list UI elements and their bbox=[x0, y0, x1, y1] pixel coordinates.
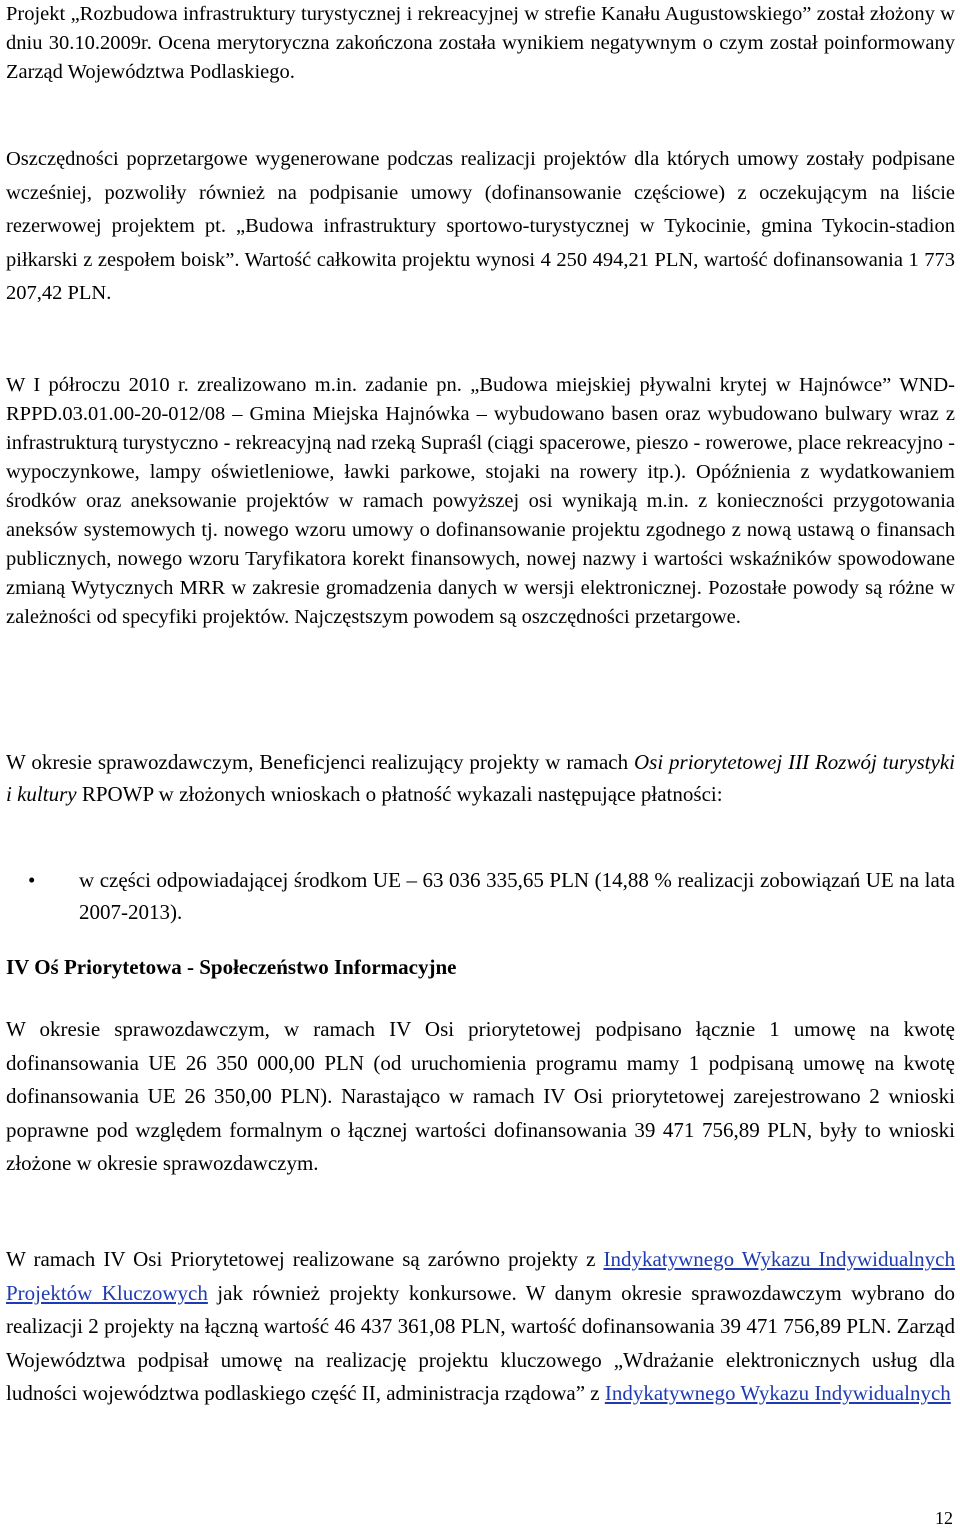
payments-paragraph bbox=[6, 746, 955, 810]
bullet-text: w części odpowiadającej środkom UE – 63 036 335,65 PLN (14,88 % realizacji zobowiązań UE na lata 2007-2013). bbox=[79, 868, 955, 924]
halfyear-paragraph: W I półroczu 2010 r. zrealizowano m.in. zadanie pn. „Budowa miejskiej pływalni krytej w Hajnówce” WND-RPPD.03.01.00-20-012/08 – Gmina Miejska Hajnówka – wybudowano basen oraz wybudowano bulwary wraz z infrastrukturą turystyczno - rekreacyjną nad rzeką Supraśl (ciągi spacerowe, pieszo - rowerowe, place rekreacyjno - wypoczynkowe, lampy oświetleniowe, ławki parkowe, stojaki na rowery itp.). Opóźnienia z wydatkowaniem środków oraz aneksowanie projektów w ramach powyższej osi wynikają m.in. z konieczności przygotowania aneksów systemowych tj. nowego wzoru umowy o dofinansowanie projektu zgodnego z nową ustawą o finansach publicznych, nowego wzoru Taryfikatora korekt finansowych, nowej nazwy i wartości wskaźników spowodowane zmianą Wytycznych MRR w zakresie gromadzenia danych w wersji elektronicznej. Pozostałe powody są różne w zależności od specyfiki projektów. Najczęstszym powodem są oszczędności przetargowe. bbox=[6, 374, 955, 628]
key-projects-list-link-2[interactable]: Indykatywnego Wykazu Indywidualnych bbox=[604, 1381, 951, 1405]
savings-paragraph: Oszczędności poprzetargowe wygenerowane podczas realizacji projektów dla których umowy zostały podpisane wcześniej, pozwoliły również na podpisanie umowy (dofinansowanie częściowe) z oczekującym na liście rezerwowej projektem pt. „Budowa infrastruktury sportowo-turystycznej w Tykocinie, gmina Tykocin-stadion piłkarski z zespołem boisk”. Wartość całkowita projektu wynosi 4 250 494,21 PLN, wartość dofinansowania 1 773 207,42 PLN. bbox=[6, 148, 955, 304]
axis-name-italic: Osi priorytetowej III Rozwój turystyki i kultury bbox=[6, 750, 955, 806]
payment-bullet-item bbox=[6, 864, 955, 928]
key-projects-list-link[interactable]: Indykatywnego Wykazu Indywidualnych Projektów Kluczowych bbox=[6, 1247, 955, 1305]
page-number: 12 bbox=[935, 1508, 953, 1528]
section-heading: IV Oś Priorytetowa - Społeczeństwo Informacyjne bbox=[6, 955, 457, 979]
axis4b-text-2: jak również projekty konkursowe. W danym okresie sprawozdawczym wybrano do realizacji 2 projekty na łączną wartość 46 437 361,08 PLN, wartość dofinansowania 39 471 756,89 PLN. Zarząd Województwa podpisał umowę na realizację projektu kluczowego „Wdrażanie elektronicznych usług dla ludności województwa podlaskiego część II, administracja rządowa” z bbox=[6, 1280, 955, 1405]
payments-text-end: RPOWP w złożonych wnioskach o płatność wykazali następujące płatności: bbox=[76, 782, 723, 806]
axis4-projects-paragraph bbox=[6, 1243, 955, 1411]
axis4b-text-1: W ramach IV Osi Priorytetowej realizowane są zarówno projekty z bbox=[6, 1247, 604, 1271]
bullet-icon: • bbox=[28, 868, 36, 892]
axis4-paragraph: W okresie sprawozdawczym, w ramach IV Osi priorytetowej podpisano łącznie 1 umowę na kwotę dofinansowania UE 26 350 000,00 PLN (od uruchomienia programu mamy 1 podpisaną umowę na kwotę dofinansowania UE 26 350,00 PLN). Narastająco w ramach IV Osi priorytetowej zarejestrowano 2 wnioski poprawne pod względem formalnym o łącznej wartości dofinansowania 39 471 756,89 PLN, były to wnioski złożone w okresie sprawozdawczym. bbox=[6, 1017, 955, 1176]
payments-text-start: W okresie sprawozdawczym, Beneficjenci realizujący projekty w ramach bbox=[6, 750, 634, 774]
intro-paragraph: Projekt „Rozbudowa infrastruktury turystycznej i rekreacyjnej w strefie Kanału Augustowskiego” został złożony w dniu 30.10.2009r. Ocena merytoryczna zakończona została wynikiem negatywnym o czym został poinformowany Zarząd Województwa Podlaskiego. bbox=[6, 3, 955, 83]
